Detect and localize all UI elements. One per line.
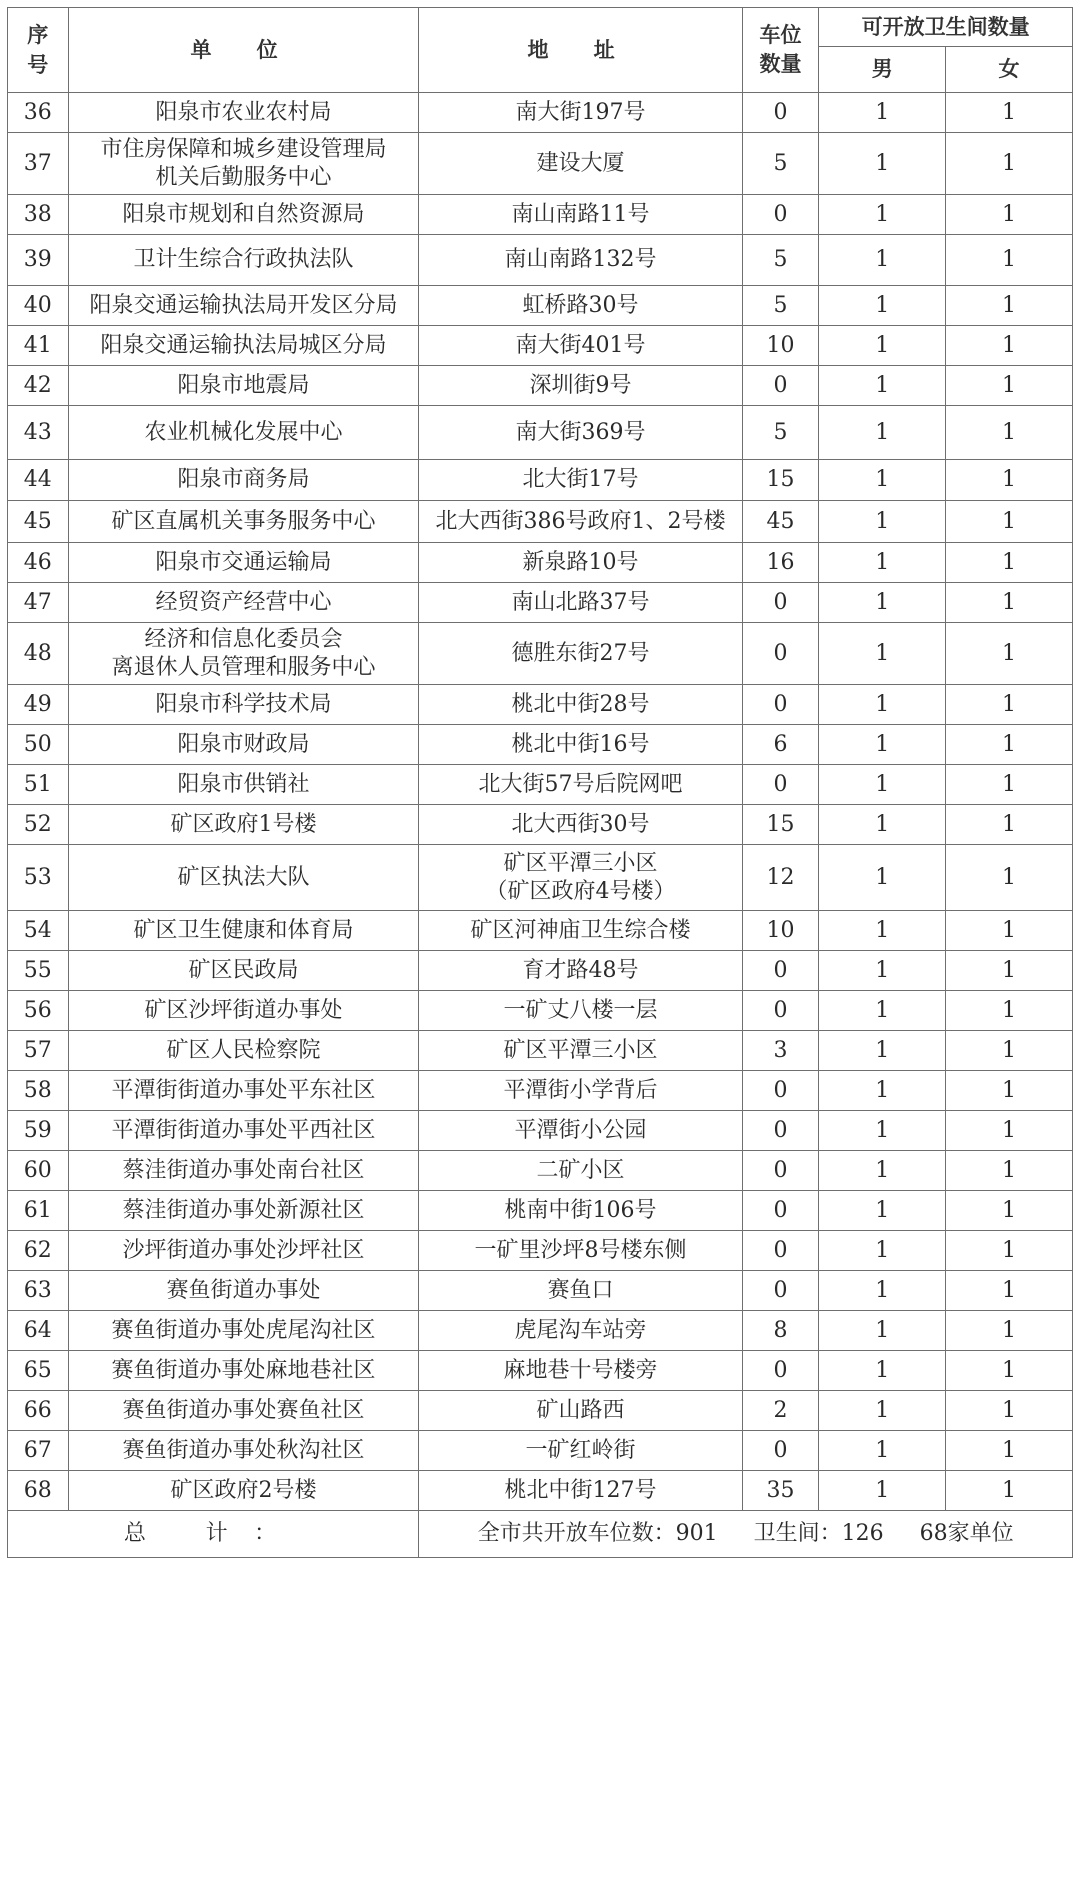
row-male: 1 (819, 501, 946, 543)
row-parking: 0 (742, 685, 819, 725)
row-parking: 16 (742, 543, 819, 583)
total-summary (419, 1511, 1073, 1558)
row-seq: 66 (8, 1391, 69, 1431)
row-unit: 赛鱼街道办事处麻地巷社区 (68, 1351, 419, 1391)
row-parking: 45 (742, 501, 819, 543)
table-row (8, 911, 1073, 951)
row-seq: 49 (8, 685, 69, 725)
row-female: 1 (946, 1431, 1073, 1471)
row-address: 平潭街小公园 (419, 1111, 742, 1151)
row-unit: 卫计生综合行政执法队 (68, 235, 419, 286)
table-row (8, 1311, 1073, 1351)
row-parking: 6 (742, 725, 819, 765)
table-row (8, 1431, 1073, 1471)
row-address: 新泉路10号 (419, 543, 742, 583)
row-seq: 39 (8, 235, 69, 286)
row-seq: 38 (8, 195, 69, 235)
table-row (8, 1031, 1073, 1071)
row-female: 1 (946, 286, 1073, 326)
row-parking: 5 (742, 286, 819, 326)
row-unit: 赛鱼街道办事处秋沟社区 (68, 1431, 419, 1471)
table-row (8, 725, 1073, 765)
row-male: 1 (819, 93, 946, 133)
col-header-parking: 车位数量 (742, 8, 819, 93)
row-parking: 12 (742, 845, 819, 911)
row-parking: 0 (742, 1071, 819, 1111)
row-address: 桃北中街16号 (419, 725, 742, 765)
row-seq: 62 (8, 1231, 69, 1271)
row-unit: 市住房保障和城乡建设管理局 机关后勤服务中心 (68, 133, 419, 195)
row-male: 1 (819, 805, 946, 845)
row-female: 1 (946, 1111, 1073, 1151)
row-unit: 蔡洼街道办事处新源社区 (68, 1191, 419, 1231)
row-female: 1 (946, 1191, 1073, 1231)
row-male: 1 (819, 543, 946, 583)
row-seq: 44 (8, 460, 69, 501)
row-unit: 矿区民政局 (68, 951, 419, 991)
row-unit: 蔡洼街道办事处南台社区 (68, 1151, 419, 1191)
row-male: 1 (819, 623, 946, 685)
row-male: 1 (819, 133, 946, 195)
row-male: 1 (819, 1271, 946, 1311)
row-address: 桃南中街106号 (419, 1191, 742, 1231)
row-parking: 0 (742, 1151, 819, 1191)
table-body (8, 93, 1073, 1511)
row-unit: 阳泉交通运输执法局开发区分局 (68, 286, 419, 326)
row-parking: 5 (742, 406, 819, 460)
row-parking: 5 (742, 133, 819, 195)
row-unit: 经济和信息化委员会 离退休人员管理和服务中心 (68, 623, 419, 685)
row-female: 1 (946, 235, 1073, 286)
row-male: 1 (819, 951, 946, 991)
row-male: 1 (819, 911, 946, 951)
row-female: 1 (946, 366, 1073, 406)
row-address: 矿区平潭三小区 (419, 1031, 742, 1071)
row-address: 赛鱼口 (419, 1271, 742, 1311)
row-female: 1 (946, 1151, 1073, 1191)
row-parking: 0 (742, 991, 819, 1031)
table-row (8, 1351, 1073, 1391)
row-unit: 阳泉市交通运输局 (68, 543, 419, 583)
row-parking: 0 (742, 583, 819, 623)
row-address: 北大街17号 (419, 460, 742, 501)
row-male: 1 (819, 1071, 946, 1111)
row-male: 1 (819, 845, 946, 911)
row-unit: 矿区人民检察院 (68, 1031, 419, 1071)
total-parking: 全市共开放车位数：901 (477, 1521, 718, 1546)
row-female: 1 (946, 501, 1073, 543)
row-address: 北大西街30号 (419, 805, 742, 845)
row-seq: 48 (8, 623, 69, 685)
row-parking: 0 (742, 366, 819, 406)
row-male: 1 (819, 685, 946, 725)
row-seq: 37 (8, 133, 69, 195)
row-seq: 40 (8, 286, 69, 326)
row-address: 南山北路37号 (419, 583, 742, 623)
row-male: 1 (819, 1191, 946, 1231)
row-parking: 5 (742, 235, 819, 286)
row-female: 1 (946, 1071, 1073, 1111)
row-address: 麻地巷十号楼旁 (419, 1351, 742, 1391)
row-unit: 阳泉市规划和自然资源局 (68, 195, 419, 235)
row-parking: 0 (742, 1271, 819, 1311)
row-parking: 35 (742, 1471, 819, 1511)
row-female: 1 (946, 1271, 1073, 1311)
row-seq: 55 (8, 951, 69, 991)
row-female: 1 (946, 725, 1073, 765)
row-female: 1 (946, 543, 1073, 583)
row-male: 1 (819, 991, 946, 1031)
row-male: 1 (819, 1431, 946, 1471)
row-unit: 赛鱼街道办事处赛鱼社区 (68, 1391, 419, 1431)
row-address: 北大西街386号政府1、2号楼 (419, 501, 742, 543)
row-unit: 阳泉交通运输执法局城区分局 (68, 326, 419, 366)
row-address: 南大街401号 (419, 326, 742, 366)
row-seq: 64 (8, 1311, 69, 1351)
row-seq: 36 (8, 93, 69, 133)
row-female: 1 (946, 133, 1073, 195)
row-male: 1 (819, 195, 946, 235)
row-female: 1 (946, 845, 1073, 911)
row-unit: 矿区沙坪街道办事处 (68, 991, 419, 1031)
row-male: 1 (819, 725, 946, 765)
row-female: 1 (946, 623, 1073, 685)
row-parking: 8 (742, 1311, 819, 1351)
row-seq: 47 (8, 583, 69, 623)
table-row (8, 501, 1073, 543)
row-parking: 3 (742, 1031, 819, 1071)
row-seq: 45 (8, 501, 69, 543)
total-toilets: 卫生间：126 (753, 1521, 884, 1546)
table-row (8, 583, 1073, 623)
row-parking: 0 (742, 1431, 819, 1471)
row-parking: 0 (742, 93, 819, 133)
row-unit: 阳泉市财政局 (68, 725, 419, 765)
row-parking: 0 (742, 765, 819, 805)
row-male: 1 (819, 1151, 946, 1191)
row-parking: 10 (742, 326, 819, 366)
row-address: 育才路48号 (419, 951, 742, 991)
row-address: 德胜东街27号 (419, 623, 742, 685)
row-address: 二矿小区 (419, 1151, 742, 1191)
row-unit: 经贸资产经营中心 (68, 583, 419, 623)
table-row (8, 1191, 1073, 1231)
row-female: 1 (946, 1351, 1073, 1391)
row-unit: 阳泉市农业农村局 (68, 93, 419, 133)
row-seq: 61 (8, 1191, 69, 1231)
table-row (8, 543, 1073, 583)
row-address: 平潭街小学背后 (419, 1071, 742, 1111)
row-female: 1 (946, 1311, 1073, 1351)
row-male: 1 (819, 1111, 946, 1151)
col-header-male: 男 (819, 47, 946, 93)
row-unit: 平潭街街道办事处平西社区 (68, 1111, 419, 1151)
row-address: 虎尾沟车站旁 (419, 1311, 742, 1351)
row-parking: 0 (742, 1191, 819, 1231)
row-seq: 65 (8, 1351, 69, 1391)
row-address: 深圳街9号 (419, 366, 742, 406)
table-row (8, 326, 1073, 366)
table-row (8, 235, 1073, 286)
row-female: 1 (946, 805, 1073, 845)
row-female: 1 (946, 326, 1073, 366)
row-unit: 矿区卫生健康和体育局 (68, 911, 419, 951)
row-address: 南山南路132号 (419, 235, 742, 286)
row-address: 一矿红岭街 (419, 1431, 742, 1471)
col-header-address: 地 址 (419, 8, 742, 93)
total-units: 68家单位 (919, 1521, 1014, 1546)
table-row (8, 1231, 1073, 1271)
row-female: 1 (946, 93, 1073, 133)
row-unit: 阳泉市供销社 (68, 765, 419, 805)
row-seq: 60 (8, 1151, 69, 1191)
row-female: 1 (946, 1391, 1073, 1431)
row-parking: 2 (742, 1391, 819, 1431)
total-label: 总 计： (8, 1511, 419, 1558)
row-address: 南山南路11号 (419, 195, 742, 235)
table-row (8, 1151, 1073, 1191)
row-address: 一矿里沙坪8号楼东侧 (419, 1231, 742, 1271)
row-seq: 67 (8, 1431, 69, 1471)
row-address: 桃北中街28号 (419, 685, 742, 725)
row-seq: 43 (8, 406, 69, 460)
row-male: 1 (819, 1471, 946, 1511)
row-male: 1 (819, 1311, 946, 1351)
row-unit: 赛鱼街道办事处 (68, 1271, 419, 1311)
table-row (8, 286, 1073, 326)
row-male: 1 (819, 1351, 946, 1391)
table-row (8, 93, 1073, 133)
row-address: 矿山路西 (419, 1391, 742, 1431)
row-male: 1 (819, 286, 946, 326)
row-seq: 56 (8, 991, 69, 1031)
row-address: 虹桥路30号 (419, 286, 742, 326)
row-male: 1 (819, 1391, 946, 1431)
table-row (8, 1271, 1073, 1311)
row-female: 1 (946, 1231, 1073, 1271)
row-address: 一矿丈八楼一层 (419, 991, 742, 1031)
row-female: 1 (946, 460, 1073, 501)
table-row (8, 845, 1073, 911)
row-male: 1 (819, 406, 946, 460)
table-row (8, 685, 1073, 725)
row-address: 南大街197号 (419, 93, 742, 133)
table-row (8, 765, 1073, 805)
table-row (8, 1071, 1073, 1111)
row-male: 1 (819, 765, 946, 805)
row-parking: 0 (742, 623, 819, 685)
col-header-seq: 序号 (8, 8, 69, 93)
row-unit: 阳泉市科学技术局 (68, 685, 419, 725)
table-row (8, 460, 1073, 501)
row-seq: 53 (8, 845, 69, 911)
row-unit: 阳泉市地震局 (68, 366, 419, 406)
row-unit: 沙坪街道办事处沙坪社区 (68, 1231, 419, 1271)
row-seq: 57 (8, 1031, 69, 1071)
row-parking: 0 (742, 1231, 819, 1271)
row-male: 1 (819, 326, 946, 366)
row-parking: 15 (742, 460, 819, 501)
row-parking: 0 (742, 951, 819, 991)
col-header-unit: 单 位 (68, 8, 419, 93)
row-female: 1 (946, 406, 1073, 460)
row-unit: 阳泉市商务局 (68, 460, 419, 501)
toilet-parking-table (7, 7, 1073, 1558)
row-seq: 52 (8, 805, 69, 845)
row-male: 1 (819, 366, 946, 406)
row-seq: 42 (8, 366, 69, 406)
row-address: 建设大厦 (419, 133, 742, 195)
row-seq: 41 (8, 326, 69, 366)
row-parking: 15 (742, 805, 819, 845)
row-address: 北大街57号后院网吧 (419, 765, 742, 805)
row-address: 南大街369号 (419, 406, 742, 460)
row-female: 1 (946, 951, 1073, 991)
row-male: 1 (819, 235, 946, 286)
row-female: 1 (946, 765, 1073, 805)
row-seq: 50 (8, 725, 69, 765)
row-female: 1 (946, 911, 1073, 951)
row-male: 1 (819, 1031, 946, 1071)
row-female: 1 (946, 195, 1073, 235)
table-row (8, 951, 1073, 991)
row-female: 1 (946, 1471, 1073, 1511)
table-row (8, 406, 1073, 460)
table-row (8, 991, 1073, 1031)
table-row (8, 133, 1073, 195)
row-parking: 0 (742, 1111, 819, 1151)
row-female: 1 (946, 685, 1073, 725)
row-seq: 59 (8, 1111, 69, 1151)
row-female: 1 (946, 583, 1073, 623)
row-unit: 矿区政府1号楼 (68, 805, 419, 845)
row-male: 1 (819, 1231, 946, 1271)
row-parking: 10 (742, 911, 819, 951)
col-header-toilets: 可开放卫生间数量 (819, 8, 1073, 47)
row-male: 1 (819, 460, 946, 501)
table-row (8, 1391, 1073, 1431)
col-header-female: 女 (946, 47, 1073, 93)
row-parking: 0 (742, 195, 819, 235)
row-unit: 矿区直属机关事务服务中心 (68, 501, 419, 543)
row-seq: 46 (8, 543, 69, 583)
table-row (8, 623, 1073, 685)
row-seq: 68 (8, 1471, 69, 1511)
header-row (8, 8, 1073, 47)
row-unit: 农业机械化发展中心 (68, 406, 419, 460)
table-row (8, 1111, 1073, 1151)
row-address: 桃北中街127号 (419, 1471, 742, 1511)
row-female: 1 (946, 1031, 1073, 1071)
row-unit: 矿区政府2号楼 (68, 1471, 419, 1511)
row-seq: 54 (8, 911, 69, 951)
table-row (8, 1471, 1073, 1511)
row-address: 矿区平潭三小区 （矿区政府4号楼） (419, 845, 742, 911)
row-seq: 58 (8, 1071, 69, 1111)
row-parking: 0 (742, 1351, 819, 1391)
row-address: 矿区河神庙卫生综合楼 (419, 911, 742, 951)
total-row (8, 1511, 1073, 1558)
table-row (8, 195, 1073, 235)
row-unit: 矿区执法大队 (68, 845, 419, 911)
row-male: 1 (819, 583, 946, 623)
table-row (8, 805, 1073, 845)
row-unit: 平潭街街道办事处平东社区 (68, 1071, 419, 1111)
table-row (8, 366, 1073, 406)
row-female: 1 (946, 991, 1073, 1031)
row-unit: 赛鱼街道办事处虎尾沟社区 (68, 1311, 419, 1351)
row-seq: 51 (8, 765, 69, 805)
row-seq: 63 (8, 1271, 69, 1311)
